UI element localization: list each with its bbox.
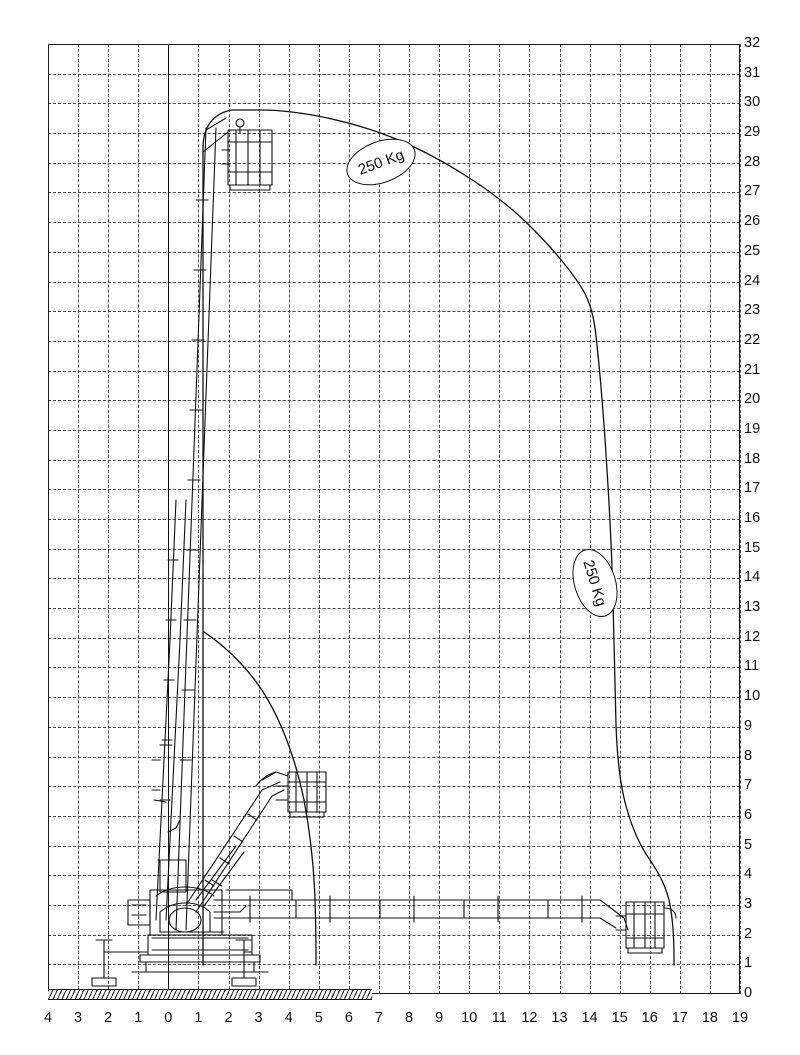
y-axis-tick-label: 29 [744,124,761,141]
y-axis-tick-label: 6 [744,806,753,823]
x-axis-tick-label: 2 [104,1010,113,1026]
y-axis-tick-label: 24 [744,272,761,289]
x-axis-tick-label: 18 [701,1010,718,1026]
x-axis-tick-label: 16 [641,1010,658,1026]
x-axis-tick-label: 10 [461,1010,478,1026]
x-axis-tick-label: 15 [611,1010,628,1026]
y-axis-tick-label: 4 [744,866,753,883]
x-axis-tick-label: 14 [581,1010,598,1026]
x-axis-tick-label: 2 [224,1010,233,1026]
y-axis-tick-label: 22 [744,331,761,348]
x-axis-tick-label: 12 [521,1010,538,1026]
x-axis-tick-label: 9 [435,1010,444,1026]
x-axis-tick-label: 13 [551,1010,568,1026]
y-axis-tick-label: 31 [744,64,761,81]
y-axis-tick-label: 20 [744,391,761,408]
ground-hatch [48,989,372,1000]
y-axis-tick-label: 8 [744,747,753,764]
annotation-badge-250kg-right: 250 Kg [565,543,626,622]
y-axis-tick-label: 18 [744,450,761,467]
y-axis-tick-label: 23 [744,302,761,319]
y-axis-tick-label: 14 [744,569,761,586]
x-axis-tick-label: 4 [43,1010,53,1026]
y-axis-tick-label: 2 [744,925,753,942]
y-axis-tick-label: 26 [744,213,761,230]
y-axis-tick-label: 9 [744,717,753,734]
x-axis-tick-label: 4 [284,1010,293,1026]
y-axis-tick-label: 21 [744,361,761,378]
y-axis-tick-label: 10 [744,688,761,705]
x-axis-tick-label: 1 [194,1010,203,1026]
y-axis-tick-label: 19 [744,420,761,437]
y-axis-tick-label: 15 [744,539,761,556]
x-axis-tick-label: 8 [404,1010,414,1026]
grid-vertical [48,44,740,994]
y-axis-tick-label: 1 [744,955,753,972]
y-axis-tick-label: 5 [744,836,753,853]
x-axis-tick-label: 17 [671,1010,688,1026]
x-axis-tick-label: 7 [374,1010,383,1026]
x-axis-tick-label: 1 [134,1010,143,1026]
annotation-badge-250kg-top: 250 Kg [340,130,422,194]
x-axis-tick-label: 11 [491,1010,507,1026]
x-axis-tick-label: 3 [74,1010,83,1026]
y-axis-tick-label: 32 [744,35,761,51]
y-axis-tick-label: 17 [744,480,761,497]
y-axis-tick-label: 30 [744,94,761,111]
y-axis-tick-label: 11 [744,658,760,675]
x-axis-tick-label: 6 [344,1010,353,1026]
y-axis-tick-label: 7 [744,777,753,794]
x-axis-tick-label: 19 [731,1010,749,1026]
x-axis-tick-label: 5 [314,1010,323,1026]
y-axis-tick-label: 28 [744,153,761,170]
y-axis-tick-label: 16 [744,510,761,526]
y-axis-tick-label: 12 [744,628,761,645]
y-axis-tick-label: 0 [744,985,753,1001]
x-axis-tick-label: 3 [254,1010,263,1026]
y-axis-tick-label: 3 [744,895,753,912]
y-axis-tick-label: 13 [744,599,761,616]
y-axis-tick-label: 27 [744,183,761,200]
x-axis-tick-label: 0 [164,1010,173,1026]
y-axis-tick-label: 25 [744,242,761,259]
